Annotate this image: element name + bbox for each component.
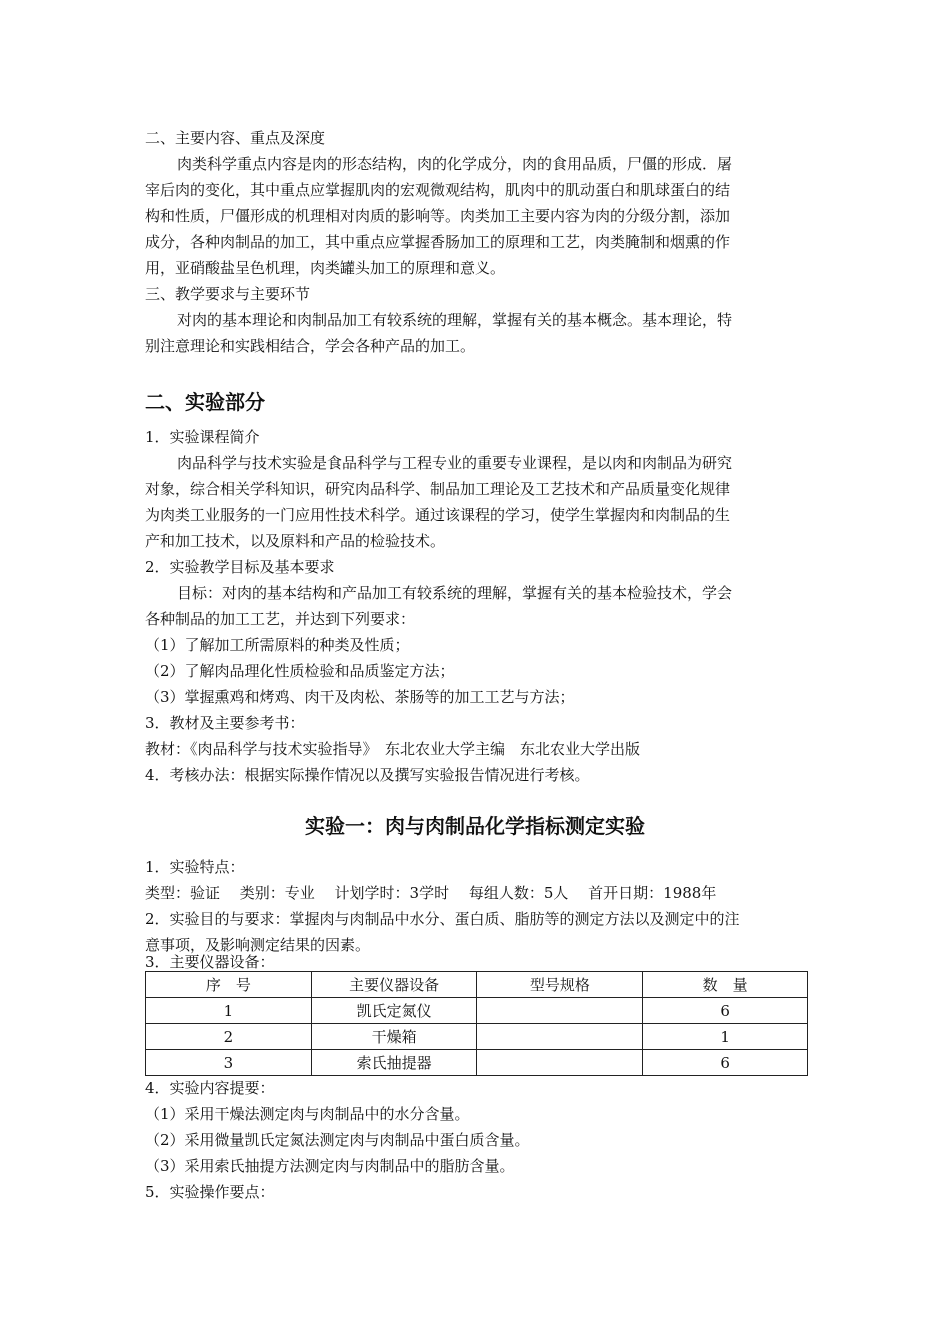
table-cell: 3 bbox=[146, 1050, 312, 1076]
paragraph-line: 对象，综合相关学科知识，研究肉品科学、制品加工理论及工艺技术和产品质量变化规律 bbox=[145, 480, 731, 498]
experiment-title: 实验一：肉与肉制品化学指标测定实验 bbox=[305, 814, 645, 838]
requirement-item: （3）掌握熏鸡和烤鸡、肉干及肉松、茶肠等的加工工艺与方法； bbox=[145, 688, 575, 706]
heading-books: 3．教材及主要参考书： bbox=[145, 714, 305, 732]
table-row bbox=[146, 1024, 808, 1050]
heading-content-summary: 4．实验内容提要： bbox=[145, 1079, 275, 1097]
paragraph-line: 对肉的基本理论和肉制品加工有较系统的理解，掌握有关的基本概念。基本理论，特 bbox=[177, 311, 733, 329]
heading-teaching: 三、教学要求与主要环节 bbox=[145, 285, 311, 303]
table-row bbox=[146, 1050, 808, 1076]
paragraph-line: 用，亚硝酸盐呈色机理，肉类罐头加工的原理和意义。 bbox=[145, 259, 506, 277]
paragraph-line: 各种制品的加工工艺，并达到下列要求： bbox=[145, 610, 416, 628]
equipment-table bbox=[145, 971, 808, 1076]
paragraph-line: 2．实验目的与要求：掌握肉与肉制品中水分、蛋白质、脂肪等的测定方法以及测定中的注 bbox=[145, 910, 740, 928]
textbook-line: 教材：《肉品科学与技术实验指导》 东北农业大学主编 东北农业大学出版 bbox=[145, 740, 641, 758]
table-cell: 干燥箱 bbox=[311, 1024, 477, 1050]
table-cell: 6 bbox=[643, 1050, 808, 1076]
content-item: （2）采用微量凯氏定氮法测定肉与肉制品中蛋白质含量。 bbox=[145, 1131, 530, 1149]
col-header: 型号规格 bbox=[477, 972, 643, 998]
heading-intro: 1．实验课程简介 bbox=[145, 428, 260, 446]
paragraph-line: 别注意理论和实践相结合，学会各种产品的加工。 bbox=[145, 337, 476, 355]
table-cell bbox=[477, 1050, 643, 1076]
content-item: （3）采用索氏抽提方法测定肉与肉制品中的脂肪含量。 bbox=[145, 1157, 515, 1175]
paragraph-line: 目标：对肉的基本结构和产品加工有较系统的理解，掌握有关的基本检验技术，学会 bbox=[177, 584, 733, 602]
heading-features: 1．实验特点： bbox=[145, 858, 245, 876]
col-header: 数 量 bbox=[643, 972, 808, 998]
heading-goals: 2．实验教学目标及基本要求 bbox=[145, 558, 335, 576]
section-title-experiments: 二、实验部分 bbox=[145, 390, 265, 414]
table-cell: 2 bbox=[146, 1024, 312, 1050]
requirement-item: （2）了解肉品理化性质检验和品质鉴定方法； bbox=[145, 662, 455, 680]
table-cell: 索氏抽提器 bbox=[311, 1050, 477, 1076]
paragraph-line: 肉类科学重点内容是肉的形态结构，肉的化学成分，肉的食用品质，尸僵的形成．屠 bbox=[177, 155, 733, 173]
table-cell bbox=[477, 1024, 643, 1050]
table-cell bbox=[477, 998, 643, 1024]
table-row bbox=[146, 998, 808, 1024]
table-cell: 1 bbox=[146, 998, 312, 1024]
requirement-item: （1）了解加工所需原料的种类及性质； bbox=[145, 636, 410, 654]
col-header: 序 号 bbox=[146, 972, 312, 998]
heading-main-content: 二、主要内容、重点及深度 bbox=[145, 129, 326, 147]
paragraph-line: 为肉类工业服务的一门应用性技术科学。通过该课程的学习，使学生掌握肉和肉制品的生 bbox=[145, 506, 731, 524]
table-header-row bbox=[146, 972, 808, 998]
table-cell: 1 bbox=[643, 1024, 808, 1050]
col-header: 主要仪器设备 bbox=[311, 972, 477, 998]
paragraph-line: 构和性质，尸僵形成的机理相对肉质的影响等。肉类加工主要内容为肉的分级分割，添加 bbox=[145, 207, 731, 225]
paragraph-line: 肉品科学与技术实验是食品科学与工程专业的重要专业课程，是以肉和肉制品为研究 bbox=[177, 454, 733, 472]
heading-operations: 5．实验操作要点： bbox=[145, 1183, 275, 1201]
paragraph-line: 产和加工技术，以及原料和产品的检验技术。 bbox=[145, 532, 446, 550]
heading-equipment: 3．主要仪器设备： bbox=[145, 953, 275, 971]
paragraph-line: 成分，各种肉制品的加工，其中重点应掌握香肠加工的原理和工艺，肉类腌制和烟熏的作 bbox=[145, 233, 731, 251]
features-line: 类型：验证 类别：专业 计划学时：3学时 每组人数：5人 首开日期：1988年 bbox=[145, 884, 717, 902]
table-cell: 6 bbox=[643, 998, 808, 1024]
content-item: （1）采用干燥法测定肉与肉制品中的水分含量。 bbox=[145, 1105, 470, 1123]
paragraph-line: 宰后肉的变化，其中重点应掌握肌肉的宏观微观结构，肌肉中的肌动蛋白和肌球蛋白的结 bbox=[145, 181, 731, 199]
assessment-line: 4．考核办法：根据实际操作情况以及撰写实验报告情况进行考核。 bbox=[145, 766, 590, 784]
paragraph-line: 意事项，及影响测定结果的因素。 bbox=[145, 936, 371, 954]
table-cell: 凯氏定氮仪 bbox=[311, 998, 477, 1024]
